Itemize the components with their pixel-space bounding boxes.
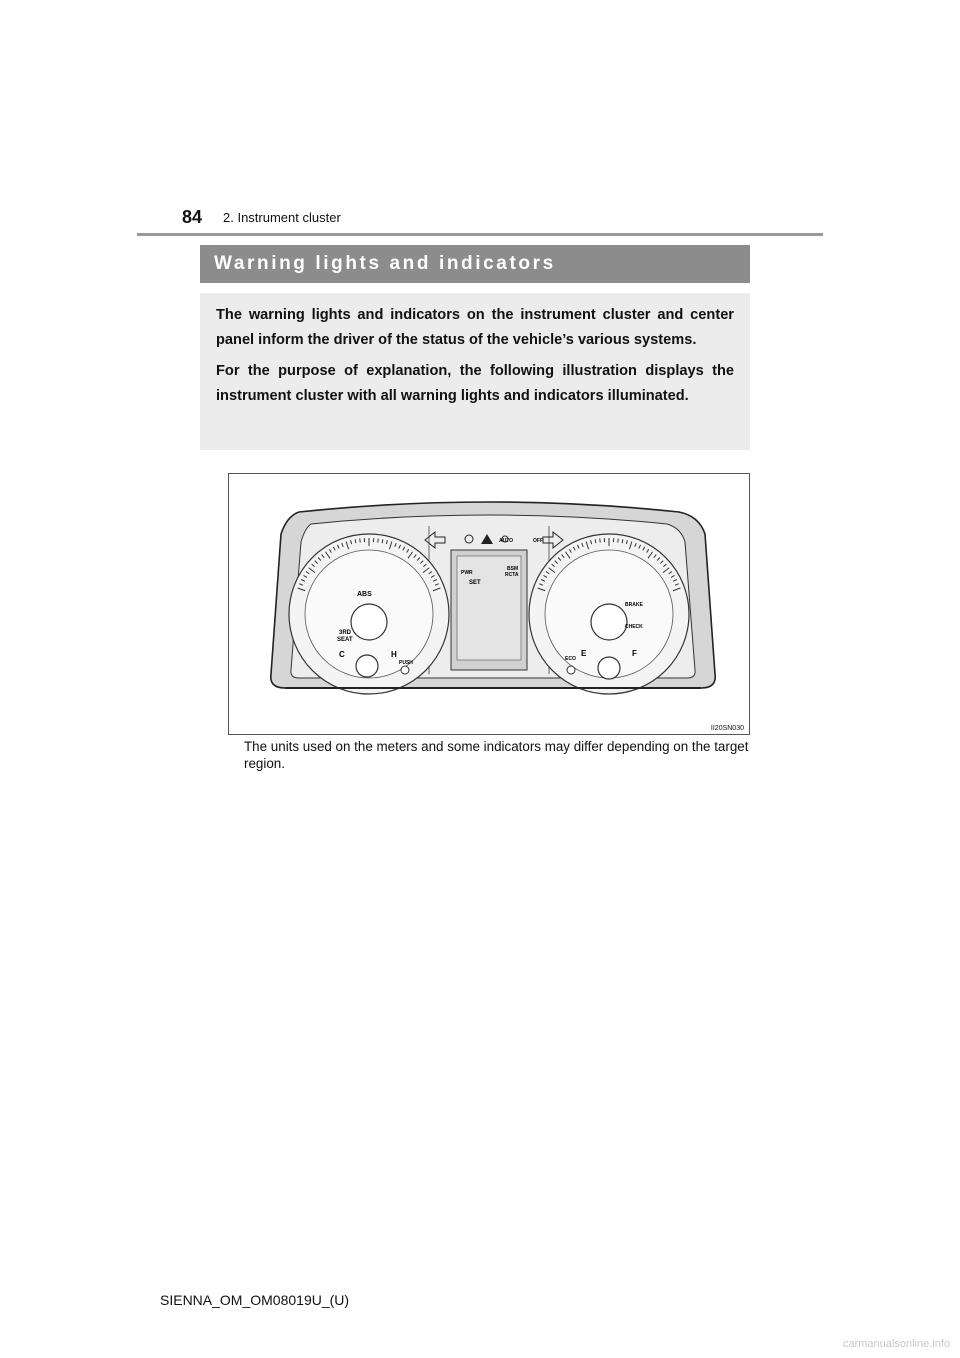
full-label: F (632, 649, 637, 658)
rcta-label: RCTA (505, 572, 519, 578)
pwr-label: PWR (461, 570, 473, 576)
seat-label: SEAT (337, 637, 353, 643)
figure-code: II20SN030 (710, 725, 744, 732)
bsm-label: BSM (507, 566, 519, 572)
hot-label: H (391, 650, 397, 659)
intro-paragraph-2: For the purpose of explanation, the following illustration displays the instrument cluster with all warning lights and indicators illuminated. (216, 363, 734, 404)
intro-paragraph-1: The warning lights and indicators on the instrument cluster and center panel inform the driver of the status of the vehicle’s various systems. (216, 307, 734, 348)
third-seat-label: 3RD (339, 630, 352, 636)
off-label: OFF (533, 538, 543, 544)
watermark: carmanualsonline.info (842, 1338, 950, 1350)
push-label: PUSH (399, 660, 413, 666)
brake-label: BRAKE (625, 602, 643, 608)
abs-label: ABS (357, 591, 372, 598)
auto-label: AUTO (499, 538, 514, 544)
page-number: 84 (182, 207, 203, 227)
check-label: CHECK (625, 624, 643, 630)
header-rule (137, 233, 823, 236)
section-title: 2. Instrument cluster (223, 210, 341, 225)
section-heading: Warning lights and indicators (200, 245, 750, 283)
footer-doc-id: SIENNA_OM_OM08019U_(U) (160, 1292, 350, 1308)
cold-label: C (339, 650, 345, 659)
empty-label: E (581, 649, 587, 658)
instrument-cluster-illustration (229, 474, 749, 734)
eco-label: ECO (565, 656, 576, 662)
units-note: The units used on the meters and some indicators may differ depending on the target region. (244, 739, 749, 771)
set-label: SET (469, 580, 481, 586)
intro-box (200, 293, 750, 450)
instrument-cluster-figure (228, 473, 750, 735)
